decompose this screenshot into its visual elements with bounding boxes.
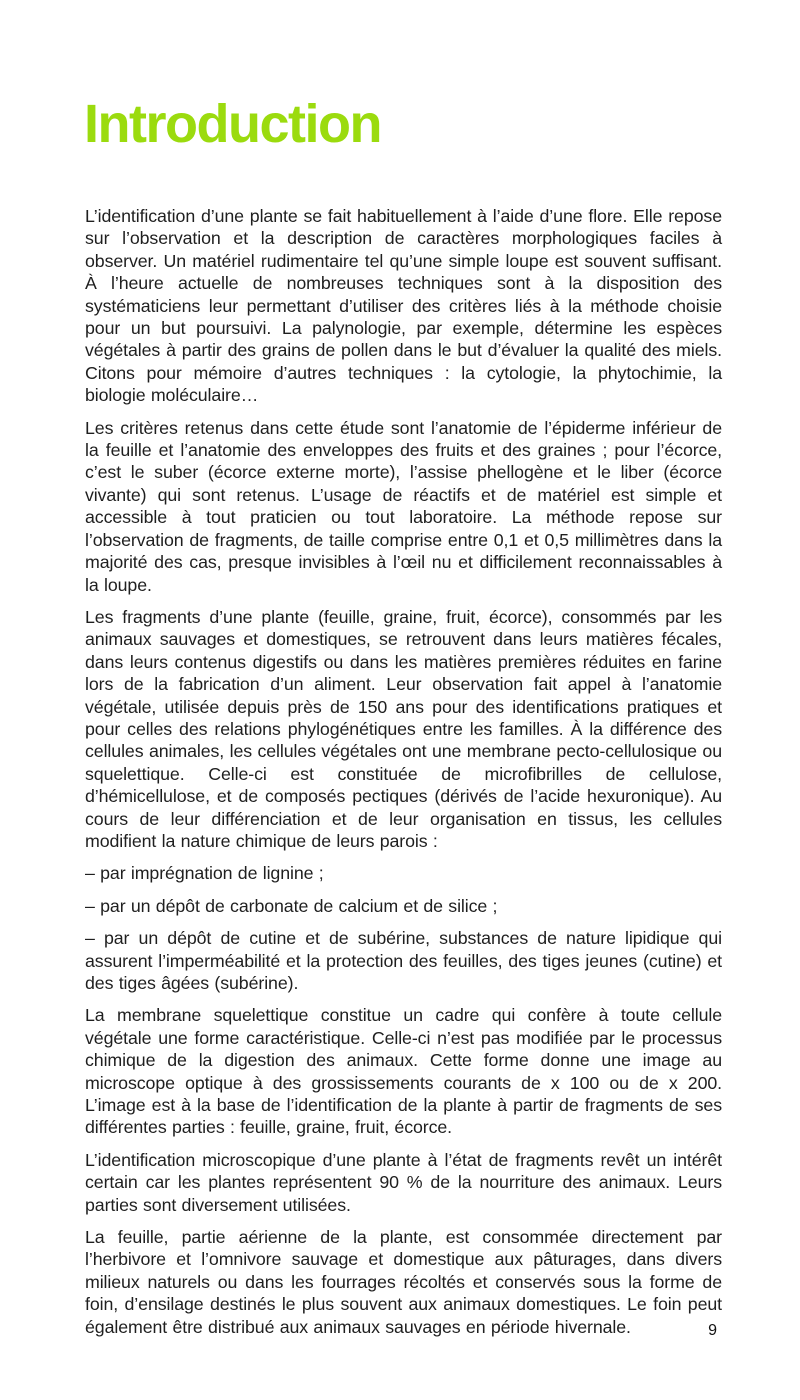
paragraph: La feuille, partie aérienne de la plante, est consommée directement par l’herbivore et l’omnivore sauvage et domestique aux pâturages, dans divers milieux naturels ou dans les fourrages récoltés et conservés sous la forme de foin, d’ensilage destinés le plus souvent aux animaux domestiques. Le foin peut également être distribué aux animaux sauvages en période hivernale. [85,1227,722,1337]
list-item: – par un dépôt de carbonate de calcium et de silice ; [85,895,498,916]
paragraph: L’identification microscopique d’une plante à l’état de fragments revêt un intérêt certain car les plantes représentent 90 % de la nourriture des animaux. Leurs parties sont diversement utilisées. [85,1149,722,1215]
paragraph: Les critères retenus dans cette étude sont l’anatomie de l’épiderme inférieur de la feuille et l’anatomie des enveloppes des fruits et des graines ; pour l’écorce, c’est le suber (écorce externe morte), l’assise phellogène et le liber (écorce vivante) qui sont retenus. L’usage de réactifs et de matériel est simple et accessible à tout praticien ou tout laboratoire. La méthode repose sur l’observation de fragments, de taille comprise entre 0,1 et 0,5 millimètres dans la majorité des cas, presque invisibles à l’œil nu et difficilement reconnaissables à la loupe. [85,417,722,595]
page-number: 9 [708,1322,717,1339]
paragraph: L’identification d’une plante se fait habituellement à l’aide d’une flore. Elle repose sur l’observation et la description de caractères morphologiques faciles à observer. Un matériel rudimentaire tel qu’une simple loupe est souvent suffisant. À l’heure actuelle de nombreuses techniques sont à la disposition des systématiciens leur permettant d’utiliser des critères liés à la méthode choisie pour un but poursuivi. La palynologie, par exemple, détermine les espèces végétales à partir des grains de pollen dans le but d’évaluer la qualité des miels. Citons pour mémoire d’autres techniques : la cytologie, la phytochimie, la biologie moléculaire… [85,206,722,406]
list-item: – par un dépôt de cutine et de subérine, substances de nature lipidique qui assurent l’imperméabilité et la protection des feuilles, des tiges jeunes (cutine) et des tiges âgées (subérine). [85,928,722,993]
body-text [85,205,722,1348]
paragraph: La membrane squelettique constitue un cadre qui confère à toute cellule végétale une forme caractéristique. Celle-ci n’est pas modifiée par le processus chimique de la digestion des animaux. Cette forme donne une image au microscope optique à des grossissements courants de x 100 ou de x 200. L’image est à la base de l’identification de la plante à partir de fragments de ses différentes parties : feuille, graine, fruit, écorce. [85,1005,722,1138]
list-item: – par imprégnation de lignine ; [85,863,324,884]
paragraph: Les fragments d’une plante (feuille, graine, fruit, écorce), consommés par les animaux sauvages et domestiques, se retrouvent dans leurs matières fécales, dans leurs contenus digestifs ou dans les matières premières réduites en farine lors de la fabrication d’un aliment. Leur observation fait appel à l’anatomie végétale, utilisée depuis près de 150 ans pour des identifications pratiques et pour celles des relations phylogénétiques entre les familles. À la différence des cellules animales, les cellules végétales ont une membrane pecto-cellulosique ou squelettique. Celle-ci est constituée de microfibrilles de cellulose, d’hémicellulose, et de composés pectiques (dérivés de l’acide hexuronique). Au cours de leur différenciation et de leur organisation en tissus, les cellules modifient la nature chimique de leurs parois : [85,606,722,851]
chapter-title: Introduction [84,94,381,154]
